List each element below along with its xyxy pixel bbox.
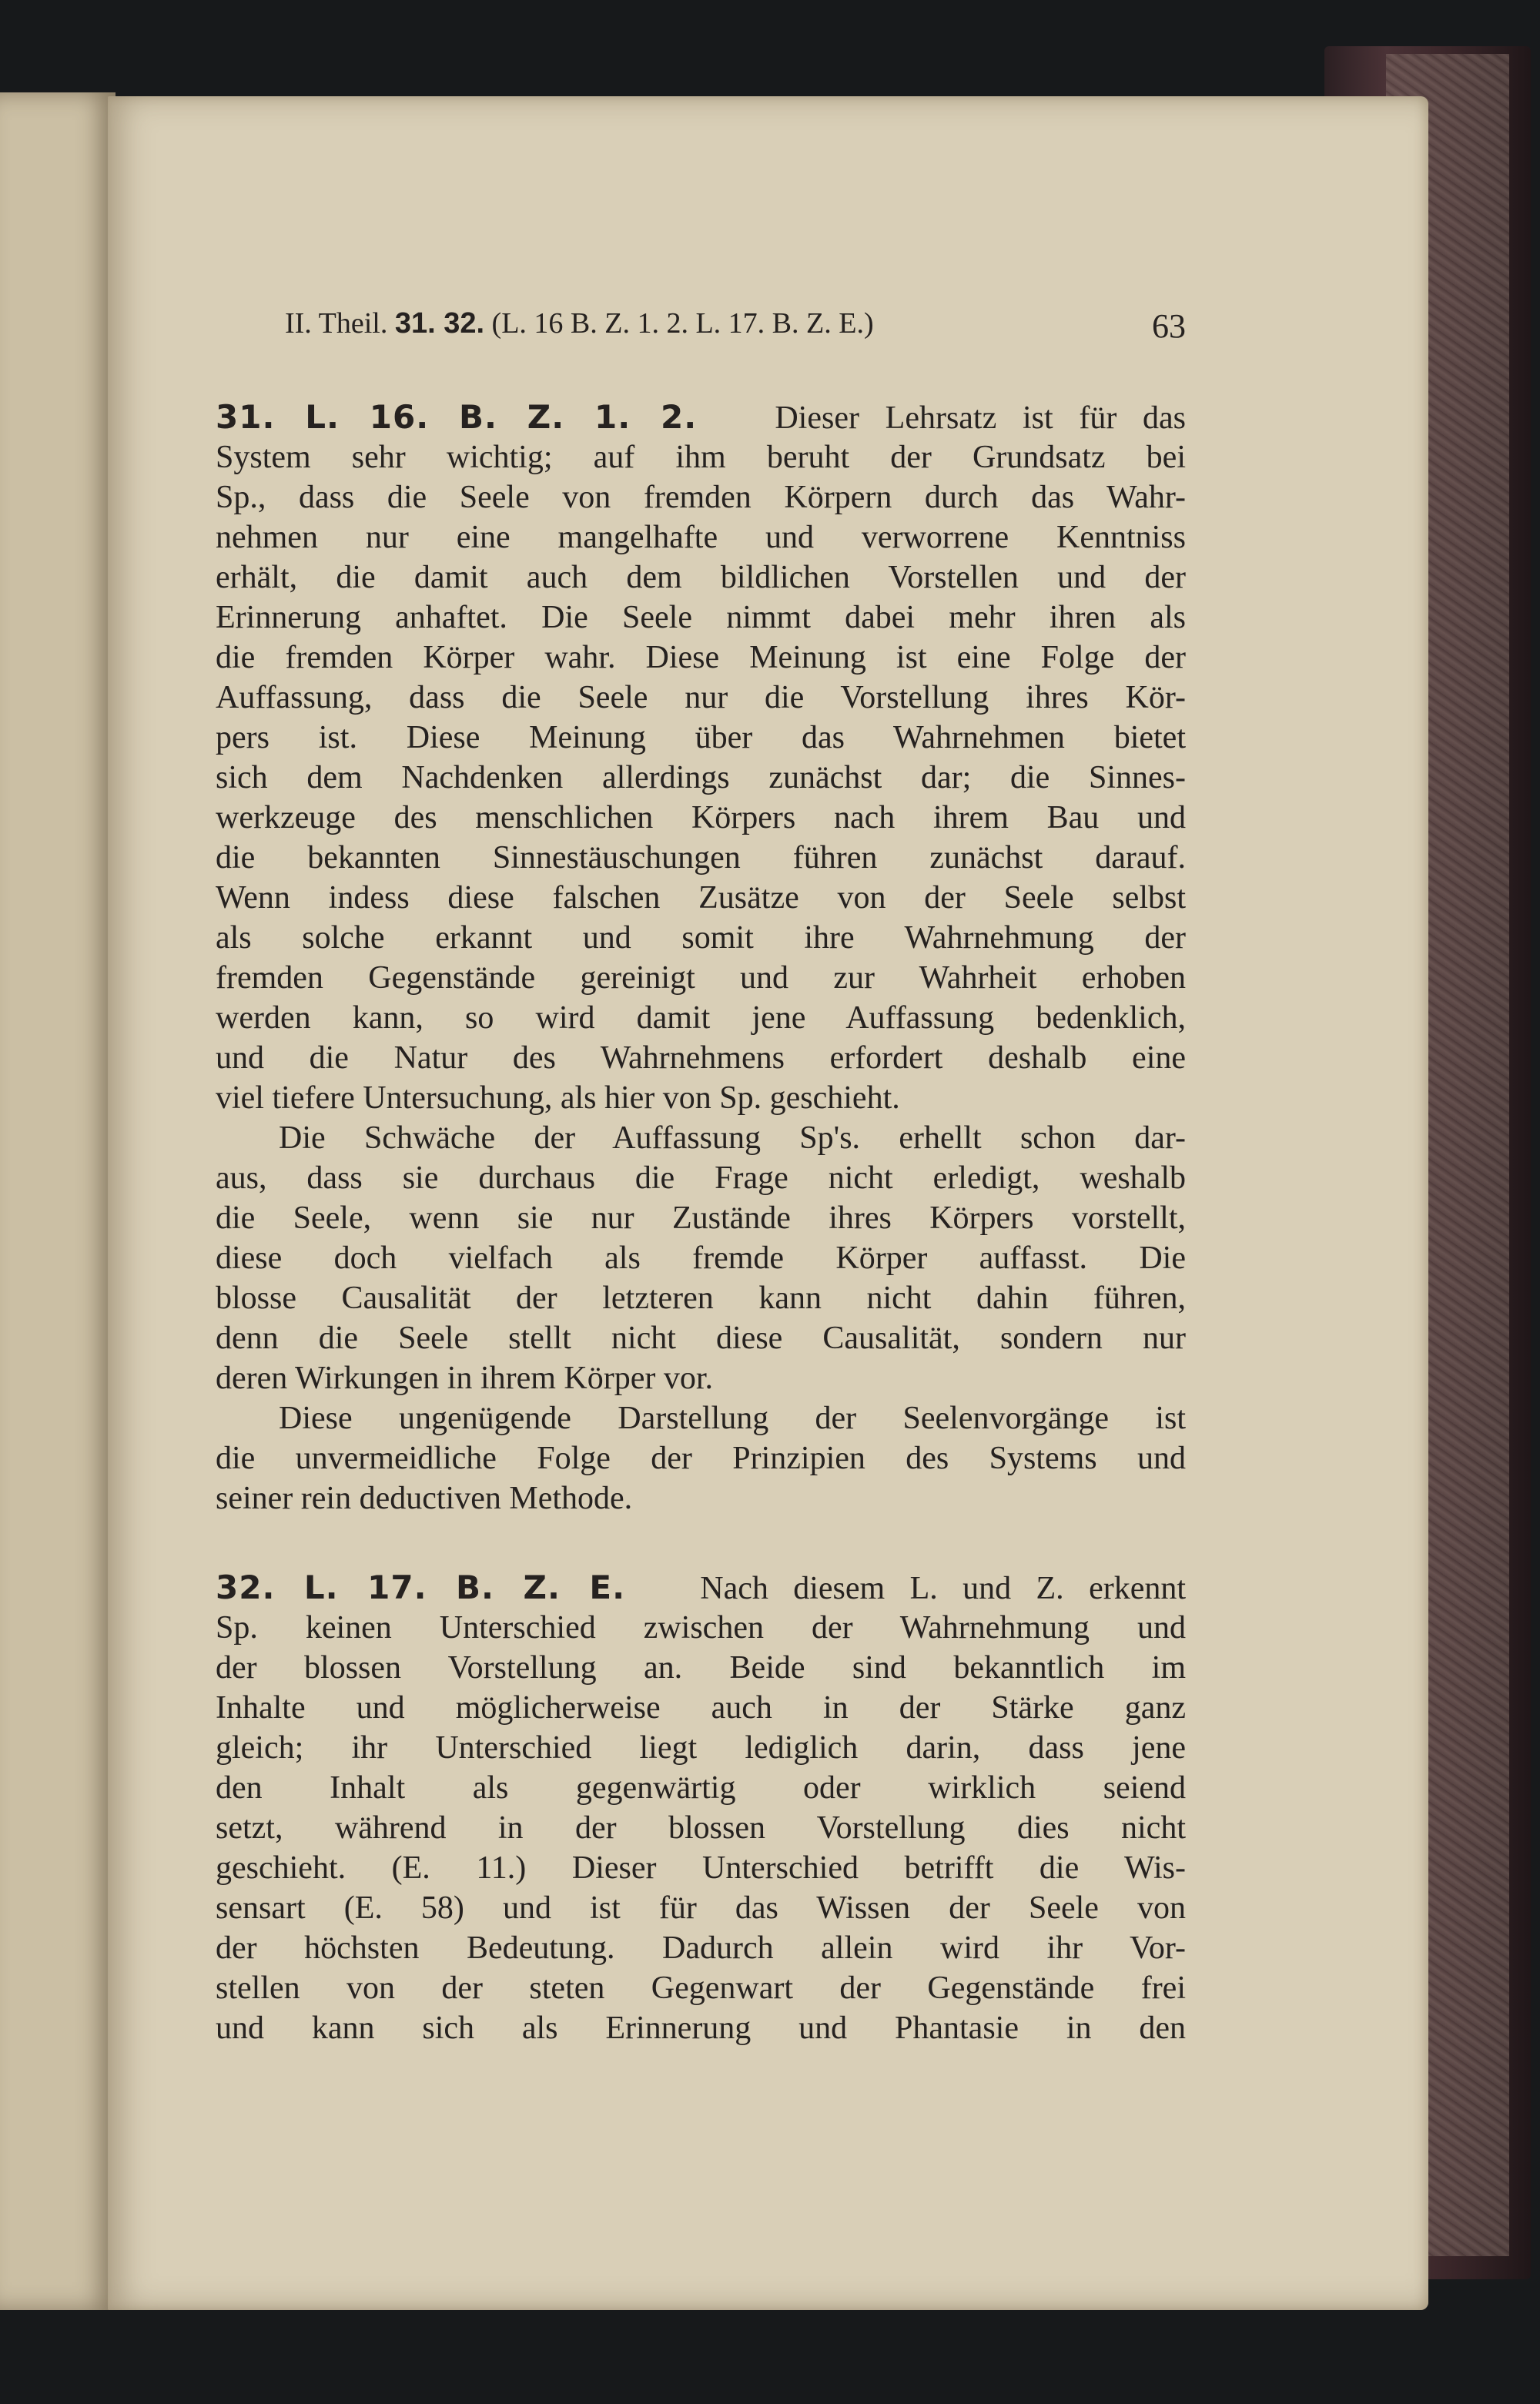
left-page-edge [0, 92, 116, 2310]
text-line: und die Natur des Wahrnehmens erfordert deshalb eine [216, 1040, 1186, 1076]
section-32-heading: 32. L. 17. B. Z. E. [216, 1569, 626, 1606]
running-head-part: II. Theil. [285, 307, 388, 340]
text-line: blosse Causalität der letzteren kann nicht dahin führen, [216, 1281, 1186, 1316]
text-line: den Inhalt als gegenwärtig oder wirklich seiend [216, 1770, 1186, 1806]
text-line: als solche erkannt und somit ihre Wahrnehmung der [216, 920, 1186, 956]
text-line: Erinnerung anhaftet. Die Seele nimmt dabei mehr ihren als [216, 600, 1186, 635]
text-line: seiner rein deductiven Methode. [216, 1481, 633, 1516]
text-line: nehmen nur eine mangelhafte und verworrene Kenntniss [216, 520, 1186, 555]
text-line: Die Schwäche der Auffassung Sp's. erhellt schon dar- [279, 1120, 1186, 1156]
text-line: Dieser Lehrsatz ist für das [775, 400, 1186, 436]
text-line: viel tiefere Untersuchung, als hier von Sp. geschieht. [216, 1080, 900, 1116]
text-line: geschieht. (E. 11.) Dieser Unterschied betrifft die Wis- [216, 1850, 1186, 1886]
text-line: und kann sich als Erinnerung und Phantasie in den [216, 2011, 1186, 2046]
text-line: die unvermeidliche Folge der Prinzipien des Systems und [216, 1441, 1186, 1476]
text-line: sensart (E. 58) und ist für das Wissen der Seele von [216, 1890, 1186, 1926]
text-line: Diese ungenügende Darstellung der Seelenvorgänge ist [279, 1401, 1186, 1436]
text-line: stellen von der steten Gegenwart der Gegenstände frei [216, 1970, 1186, 2006]
text-line: erhält, die damit auch dem bildlichen Vorstellen und der [216, 560, 1186, 595]
page-number: 63 [1152, 307, 1186, 345]
text-line: deren Wirkungen in ihrem Körper vor. [216, 1361, 714, 1396]
text-line: die bekannten Sinnestäuschungen führen zunächst darauf. [216, 840, 1186, 876]
text-line: Sp. keinen Unterschied zwischen der Wahrnehmung und [216, 1610, 1186, 1646]
text-line: diese doch vielfach als fremde Körper auffasst. Die [216, 1241, 1186, 1276]
text-line: pers ist. Diese Meinung über das Wahrnehmen bietet [216, 720, 1186, 755]
running-head-sections: 31. 32. [394, 307, 485, 340]
text-line: setzt, während in der blossen Vorstellung dies nicht [216, 1810, 1186, 1846]
text-line: der blossen Vorstellung an. Beide sind bekanntlich im [216, 1650, 1186, 1686]
text-line: Auffassung, dass die Seele nur die Vorstellung ihres Kör- [216, 680, 1186, 715]
running-head [285, 306, 1186, 345]
section-31-heading: 31. L. 16. B. Z. 1. 2. [216, 398, 698, 436]
text-line: die Seele, wenn sie nur Zustände ihres Körpers vorstellt, [216, 1200, 1186, 1236]
text-line: Wenn indess diese falschen Zusätze von der Seele selbst [216, 880, 1186, 916]
section-31-first-line [216, 397, 1186, 437]
text-line: Inhalte und möglicherweise auch in der Stärke ganz [216, 1690, 1186, 1726]
text-line: fremden Gegenstände gereinigt und zur Wahrheit erhoben [216, 960, 1186, 996]
text-line: Nach diesem L. und Z. erkennt [700, 1571, 1187, 1606]
section-32-first-line [216, 1568, 1186, 1608]
text-line: werkzeuge des menschlichen Körpers nach ihrem Bau und [216, 800, 1186, 835]
running-head-refs: (L. 16 B. Z. 1. 2. L. 17. B. Z. E.) [491, 307, 874, 340]
text-line: die fremden Körper wahr. Diese Meinung ist eine Folge der [216, 640, 1186, 675]
text-line: Sp., dass die Seele von fremden Körpern durch das Wahr- [216, 480, 1186, 515]
text-line: werden kann, so wird damit jene Auffassung bedenklich, [216, 1000, 1186, 1036]
text-line: gleich; ihr Unterschied liegt lediglich darin, dass jene [216, 1730, 1186, 1766]
text-line: sich dem Nachdenken allerdings zunächst dar; die Sinnes- [216, 760, 1186, 795]
text-line: denn die Seele stellt nicht diese Causalität, sondern nur [216, 1321, 1186, 1356]
text-line: System sehr wichtig; auf ihm beruht der Grundsatz bei [216, 440, 1186, 475]
text-line: aus, dass sie durchaus die Frage nicht erledigt, weshalb [216, 1160, 1186, 1196]
text-line: der höchsten Bedeutung. Dadurch allein wird ihr Vor- [216, 1930, 1186, 1966]
